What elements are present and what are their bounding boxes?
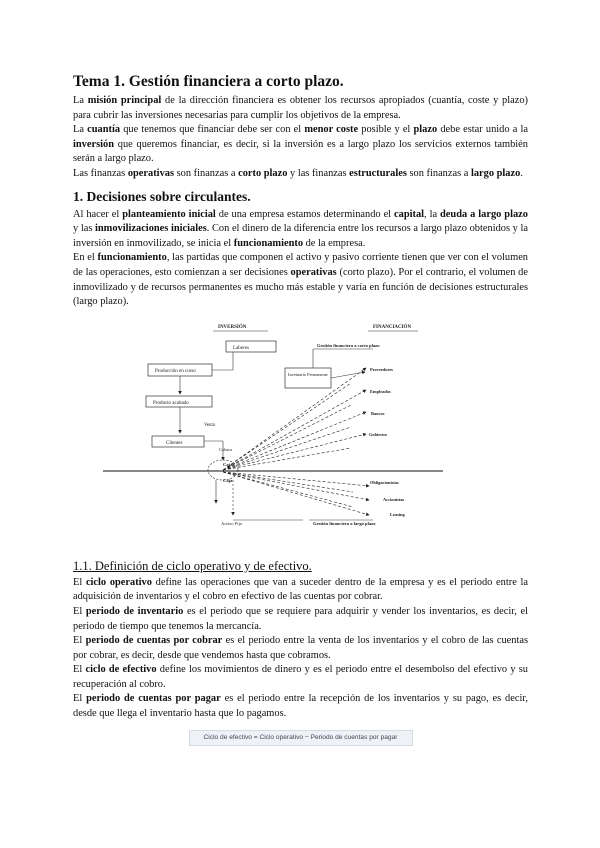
gestion-lp-label: Gestión financiera a largo plazo xyxy=(313,520,376,526)
diagram-inversion-header: INVERSIÓN xyxy=(218,324,247,330)
bold-term: ciclo operativo xyxy=(85,576,152,588)
section-1-paragraph-1: Al hacer el planteamiento inicial de una empresa estamos determinando el capital, la deuda a largo plazo y las inmovilizaciones iniciales. Con el dinero de la diferencia entre los recursos a largo plazo obtenidos y la inversión en inmovilizado, se inicia el funcionamiento de la empresa. xyxy=(73,208,528,249)
financial-flow-diagram xyxy=(73,320,528,550)
bold-term: corto plazo xyxy=(238,167,288,179)
bold-term: periodo de inventario xyxy=(85,605,184,617)
bold-term: estructurales xyxy=(349,167,407,179)
diagram-financiacion-header: FINANCIACIÓN xyxy=(373,324,412,330)
page-title: Tema 1. Gestión financiera a corto plazo. xyxy=(73,73,344,90)
bold-term: funcionamiento xyxy=(233,237,304,249)
obligacionistas-label: Obligacionistas xyxy=(370,479,399,485)
producto-acabado-label: Producto acabado xyxy=(153,400,189,406)
accionistas-label: Accionistas xyxy=(383,496,405,502)
intro-paragraph-3: Las finanzas operativas son finanzas a corto plazo y las finanzas estructurales son finanzas a largo plazo. xyxy=(73,167,523,179)
section-1-1-paragraph-1: El ciclo operativo define las operaciones que van a suceder dentro de la empresa y es el periodo entre la adquisición de inventarios y el cobro en efectivo de las cuentas por cobrar. xyxy=(73,576,528,603)
section-1-paragraph-2: En el funcionamiento, las partidas que componen el activo y pasivo corriente tienen que ver con el volumen de las operaciones, esto comienzan a ser decisiones operativas (corto plazo). Por el contrario, el volumen de inmovilizado y de recursos permanentes es mucho más estable y varía en función de decisiones estructurales (largo plazo). xyxy=(73,252,528,308)
bold-term: funcionamiento xyxy=(97,252,167,264)
produccion-curso-label: Producción en curso xyxy=(155,368,196,374)
venta-label: Venta xyxy=(204,422,215,428)
clientes-label: Clientes xyxy=(166,440,183,446)
cash-cycle-formula: Ciclo de efectivo = Ciclo operativo − Periodo de cuentas por pagar xyxy=(189,730,413,746)
section-1-1-paragraph-3: El periodo de cuentas por cobrar es el periodo entre la venta de los inventarios y el cobro de las cuentas por cobrar, es decir, desde que vendemos hasta que cobramos. xyxy=(73,635,528,661)
intro-paragraph-2: La cuantía que tenemos que financiar debe ser con el menor coste posible y el plazo debe estar unido a la inversión que queremos financiar, es decir, si la inversión es a largo plazo los servicios externos también serán a largo plazo. xyxy=(73,124,528,165)
cobros-label: Cobros xyxy=(219,446,233,452)
bold-term: inmovilizaciones iniciales xyxy=(95,223,207,235)
bold-term: planteamiento inicial xyxy=(122,208,216,220)
bold-term: periodo de cuentas por pagar xyxy=(86,693,221,705)
bold-term: plazo xyxy=(413,124,438,136)
bold-term: misión principal xyxy=(87,95,162,106)
bold-term: operativas xyxy=(127,167,175,179)
leasing-label: Leasing xyxy=(390,511,405,517)
activo-fijo-label: Activo Fijo xyxy=(221,520,243,526)
bold-term: inversión xyxy=(73,138,114,150)
gestion-cp-label: Gestión financiera a corto plazo xyxy=(317,342,380,348)
inventario-permanente-label: Inventario Permanente xyxy=(288,371,328,377)
caja-lower-label: Caja xyxy=(223,477,233,483)
bold-term: cuantía xyxy=(87,124,121,136)
section-1-1-paragraph-4: El ciclo de efectivo define los movimientos de dinero y es el periodo entre el desembolso del efectivo y su recuperación al cobro. xyxy=(73,664,528,690)
document-page xyxy=(73,72,528,746)
gobierno-label: Gobierno xyxy=(369,431,387,437)
proveedores-label: Proveedores xyxy=(370,366,394,372)
caja-upper-label: Caja xyxy=(223,461,233,467)
bold-term: periodo de cuentas por cobrar xyxy=(85,635,223,647)
intro-paragraph-1: La misión principal de la dirección financiera es obtener los recursos apropiados (cuantía, coste y plazo) para cubrir las inversiones necesarias para cumplir los objetivos de la empresa. xyxy=(73,95,528,121)
bold-term: operativas xyxy=(290,266,337,278)
bold-term: ciclo de efectivo xyxy=(85,664,157,676)
bold-term: menor coste xyxy=(304,124,359,136)
diagram-svg xyxy=(73,320,528,550)
section-1-heading: 1. Decisiones sobre circulantes. xyxy=(73,188,251,204)
empleados-label: Empleados xyxy=(370,388,391,394)
bancos-label: Bancos xyxy=(371,410,385,416)
inventario-permanente-box xyxy=(285,368,331,388)
svg-text:Inventario Permanente xyxy=(288,372,328,377)
section-1-1-paragraph-2: El periodo de inventario es el periodo que se requiere para adquirir y vender los inventarios, es decir, el periodo de tiempo que tenemos la mercancía. xyxy=(73,605,528,632)
bold-term: deuda a largo plazo xyxy=(440,208,528,220)
section-1-1-paragraph-5: El periodo de cuentas por pagar es el periodo entre la recepción de los inventarios y su pago, es decir, desde que llega el inventario hasta que lo pagamos. xyxy=(73,693,528,720)
bold-term: largo plazo xyxy=(470,167,521,179)
section-1-1-heading: 1.1. Definición de ciclo operativo y de efectivo. xyxy=(73,558,312,573)
bold-term: capital xyxy=(394,208,425,220)
labores-label: Labores xyxy=(233,345,250,351)
